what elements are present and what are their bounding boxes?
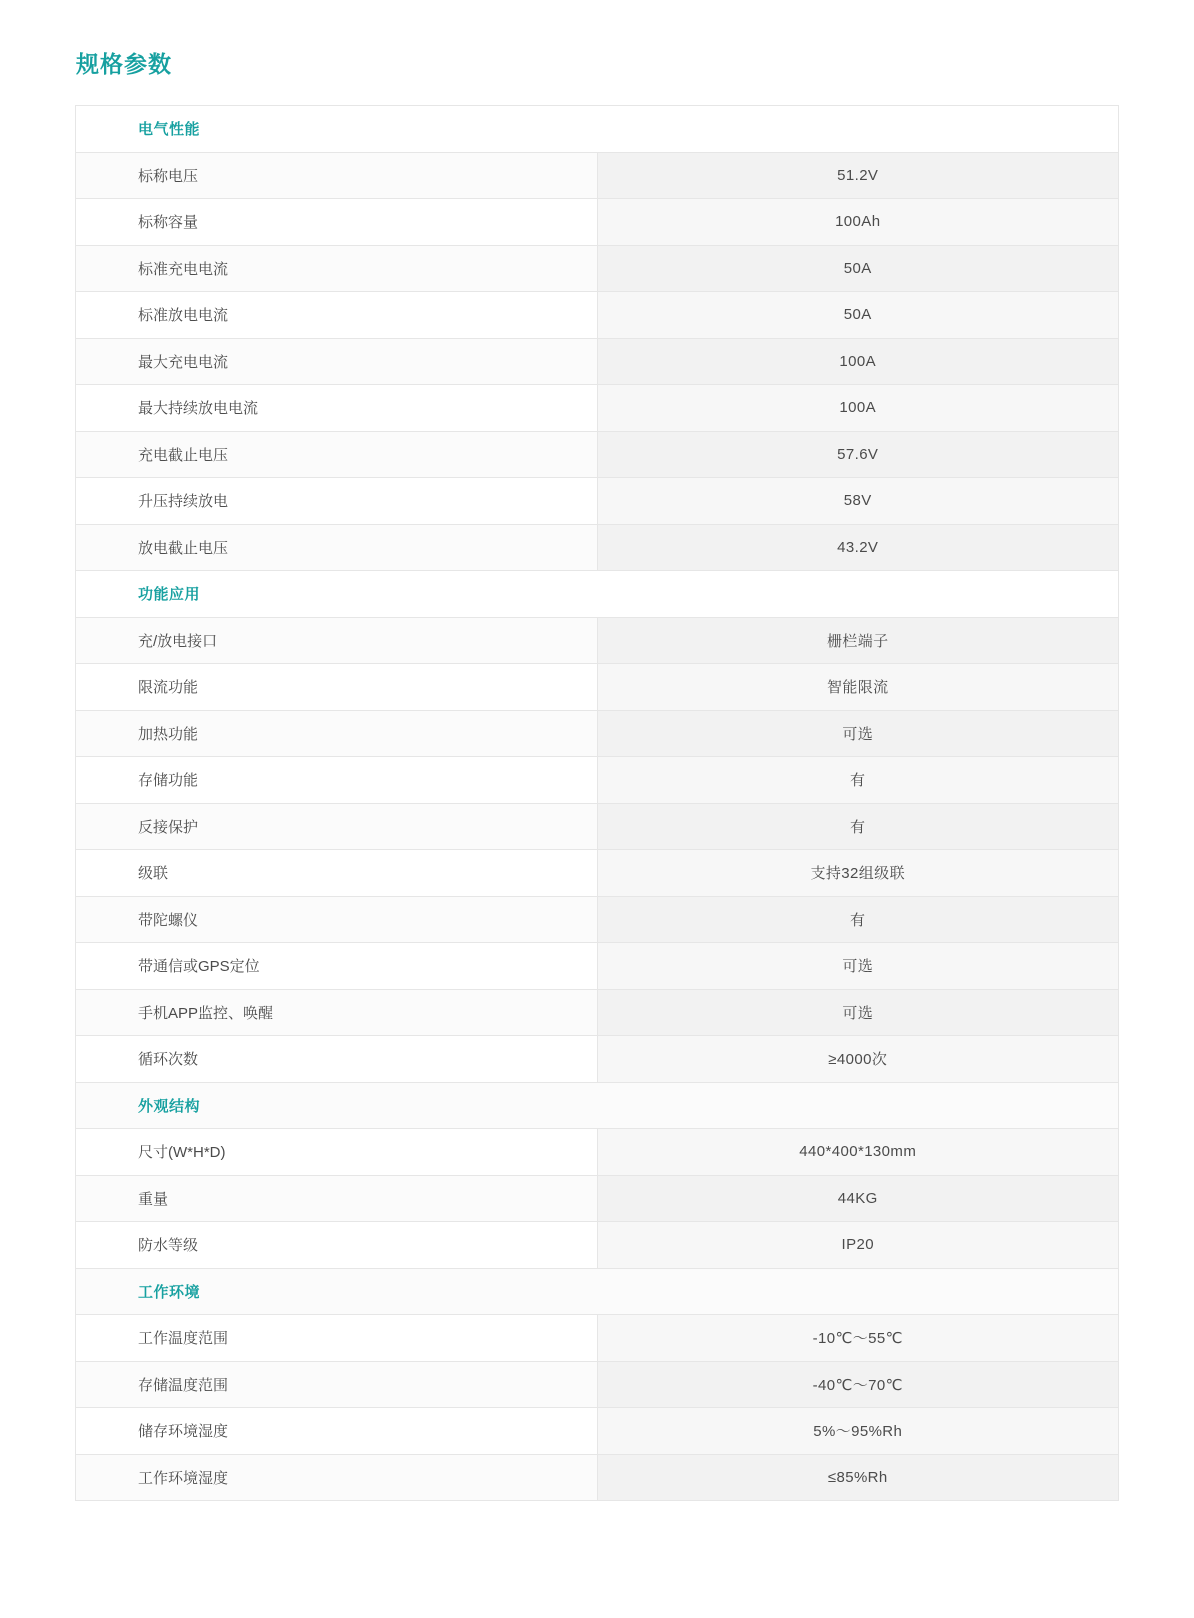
spec-label: 工作温度范围 bbox=[76, 1315, 598, 1362]
spec-value: 有 bbox=[597, 896, 1119, 943]
spec-value: -40℃～70℃ bbox=[597, 1361, 1119, 1408]
section-heading: 功能应用 bbox=[76, 571, 1119, 618]
spec-value: 44KG bbox=[597, 1175, 1119, 1222]
spec-label: 升压持续放电 bbox=[76, 478, 598, 525]
spec-value: -10℃～55℃ bbox=[597, 1315, 1119, 1362]
section-heading: 电气性能 bbox=[76, 106, 1119, 153]
spec-value: 58V bbox=[597, 478, 1119, 525]
spec-label: 工作环境湿度 bbox=[76, 1454, 598, 1501]
specifications-table bbox=[75, 105, 1119, 1501]
page-title: 规格参数 bbox=[76, 51, 172, 77]
spec-label: 充/放电接口 bbox=[76, 617, 598, 664]
table-row bbox=[76, 152, 1119, 199]
table-row bbox=[76, 524, 1119, 571]
spec-value: 可选 bbox=[597, 943, 1119, 990]
table-row bbox=[76, 850, 1119, 897]
table-row bbox=[76, 1175, 1119, 1222]
table-row bbox=[76, 896, 1119, 943]
spec-value: 57.6V bbox=[597, 431, 1119, 478]
table-row bbox=[76, 199, 1119, 246]
table-row bbox=[76, 1036, 1119, 1083]
spec-label: 加热功能 bbox=[76, 710, 598, 757]
table-row bbox=[76, 385, 1119, 432]
spec-label: 带陀螺仪 bbox=[76, 896, 598, 943]
table-row bbox=[76, 292, 1119, 339]
spec-label: 尺寸(W*H*D) bbox=[76, 1129, 598, 1176]
spec-value: 智能限流 bbox=[597, 664, 1119, 711]
table-row bbox=[76, 710, 1119, 757]
spec-value: 50A bbox=[597, 292, 1119, 339]
spec-label: 充电截止电压 bbox=[76, 431, 598, 478]
section-heading: 外观结构 bbox=[76, 1082, 1119, 1129]
spec-label: 反接保护 bbox=[76, 803, 598, 850]
spec-label: 标准放电电流 bbox=[76, 292, 598, 339]
spec-value: IP20 bbox=[597, 1222, 1119, 1269]
spec-label: 存储温度范围 bbox=[76, 1361, 598, 1408]
table-row bbox=[76, 664, 1119, 711]
table-row bbox=[76, 757, 1119, 804]
section-header-row bbox=[76, 1082, 1119, 1129]
table-row bbox=[76, 1129, 1119, 1176]
spec-value: 支持32组级联 bbox=[597, 850, 1119, 897]
table-row bbox=[76, 943, 1119, 990]
spec-label: 存储功能 bbox=[76, 757, 598, 804]
spec-value: 可选 bbox=[597, 989, 1119, 1036]
spec-value: 50A bbox=[597, 245, 1119, 292]
table-row bbox=[76, 617, 1119, 664]
spec-label: 最大持续放电电流 bbox=[76, 385, 598, 432]
table-row bbox=[76, 431, 1119, 478]
spec-value: 100A bbox=[597, 385, 1119, 432]
spec-value: 可选 bbox=[597, 710, 1119, 757]
table-row bbox=[76, 338, 1119, 385]
spec-label: 最大充电电流 bbox=[76, 338, 598, 385]
spec-value: 栅栏端子 bbox=[597, 617, 1119, 664]
table-row bbox=[76, 245, 1119, 292]
spec-value: 100A bbox=[597, 338, 1119, 385]
spec-value: 5%～95%Rh bbox=[597, 1408, 1119, 1455]
table-row bbox=[76, 1454, 1119, 1501]
table-row bbox=[76, 1315, 1119, 1362]
specifications-table-body bbox=[76, 106, 1119, 1501]
table-row bbox=[76, 1408, 1119, 1455]
spec-label: 限流功能 bbox=[76, 664, 598, 711]
section-header-row bbox=[76, 571, 1119, 618]
spec-label: 重量 bbox=[76, 1175, 598, 1222]
spec-label: 循环次数 bbox=[76, 1036, 598, 1083]
table-row bbox=[76, 803, 1119, 850]
spec-value: 43.2V bbox=[597, 524, 1119, 571]
spec-value: ≥4000次 bbox=[597, 1036, 1119, 1083]
spec-label: 级联 bbox=[76, 850, 598, 897]
table-row bbox=[76, 1222, 1119, 1269]
spec-label: 带通信或GPS定位 bbox=[76, 943, 598, 990]
spec-value: 100Ah bbox=[597, 199, 1119, 246]
spec-label: 防水等级 bbox=[76, 1222, 598, 1269]
spec-label: 标准充电电流 bbox=[76, 245, 598, 292]
table-row bbox=[76, 1361, 1119, 1408]
spec-label: 手机APP监控、唤醒 bbox=[76, 989, 598, 1036]
section-heading: 工作环境 bbox=[76, 1268, 1119, 1315]
spec-value: ≤85%Rh bbox=[597, 1454, 1119, 1501]
section-header-row bbox=[76, 1268, 1119, 1315]
spec-value: 有 bbox=[597, 757, 1119, 804]
spec-value: 51.2V bbox=[597, 152, 1119, 199]
spec-label: 标称电压 bbox=[76, 152, 598, 199]
spec-value: 440*400*130mm bbox=[597, 1129, 1119, 1176]
section-header-row bbox=[76, 106, 1119, 153]
table-row bbox=[76, 989, 1119, 1036]
spec-label: 放电截止电压 bbox=[76, 524, 598, 571]
spec-value: 有 bbox=[597, 803, 1119, 850]
spec-label: 标称容量 bbox=[76, 199, 598, 246]
spec-label: 储存环境湿度 bbox=[76, 1408, 598, 1455]
table-row bbox=[76, 478, 1119, 525]
